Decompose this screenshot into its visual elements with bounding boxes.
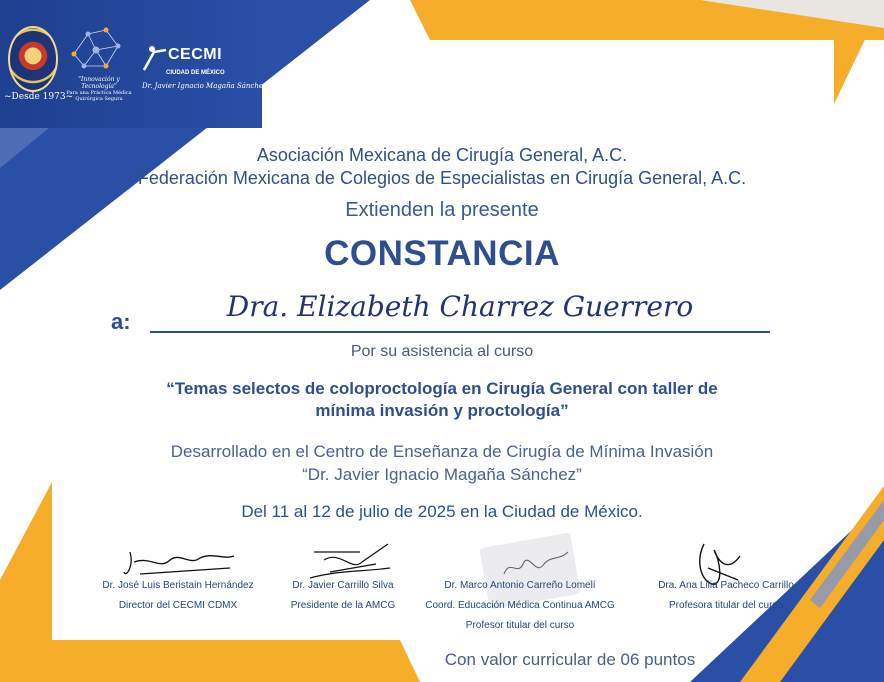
course-dates: Del 11 al 12 de julio de 2025 en la Ciudad de México.	[241, 502, 643, 521]
course-title-line-2: mínima invasión y proctología”	[315, 401, 569, 420]
cecmi-wordmark: CECMI	[168, 46, 223, 63]
certificate-title: CONSTANCIA	[324, 234, 560, 273]
cecmi-person: Dr. Javier Ignacio Magaña Sánchez	[142, 82, 267, 90]
gold-band-bottom	[0, 640, 420, 682]
signatory-3-role: Coord. Educación Médica Continua AMCG	[425, 600, 615, 611]
attendance-text: Por su asistencia al curso	[350, 343, 534, 360]
signature-1-image	[120, 546, 240, 580]
developed-at-line-1: Desarrollado en el Centro de Enseñanza de Cirugía de Mínima Invasión	[170, 442, 714, 461]
signatory-3	[410, 576, 630, 636]
innovation-caption	[60, 76, 138, 102]
recipient-underline	[150, 331, 770, 333]
recipient-label: a:	[111, 309, 131, 334]
intro-text: Extienden la presente	[345, 199, 539, 221]
signatory-2-name: Dr. Javier Carrillo Silva	[292, 580, 394, 591]
cecmi-city: CIUDAD DE MÉXICO	[166, 70, 225, 76]
cecmi-figure-icon	[142, 44, 168, 74]
signatory-1-role: Director del CECMI CDMX	[118, 600, 238, 611]
course-title	[100, 378, 784, 422]
signatory-2	[268, 576, 418, 616]
signatory-2-role: Presidente de la AMCG	[290, 600, 396, 611]
signatory-1	[88, 576, 268, 616]
course-title-line-1: “Temas selectos de coloproctología en Cirugía General con taller de	[166, 379, 718, 398]
amcg-seal-logo	[8, 26, 58, 92]
logo-bar	[0, 0, 267, 128]
cecmi-logo	[142, 44, 267, 94]
network-logo-icon	[66, 24, 124, 74]
signatory-4	[636, 576, 816, 616]
innovation-title: "Innovación y Tecnología"	[78, 76, 120, 90]
recipient-name: Dra. Elizabeth Charrez Guerrero	[226, 290, 694, 323]
signatory-3-role-2: Profesor titular del curso	[465, 620, 575, 631]
signatory-4-role: Profesora titular del curso	[669, 600, 783, 611]
innovation-subtitle: Para una Práctica Médica Quirúrgica Segura	[66, 90, 132, 102]
signatory-3-name: Dr. Marco Antonio Carreño Lomelí	[444, 580, 596, 591]
signatory-1-name: Dr. José Luis Beristain Hernández	[102, 580, 254, 591]
seal-caption: ~Desde 1973~	[4, 92, 74, 102]
curricular-credit: Con valor curricular de 06 puntos	[444, 650, 696, 669]
developed-at-line-2: “Dr. Javier Ignacio Magaña Sánchez”	[302, 465, 582, 484]
association-name: Asociación Mexicana de Cirugía General, A.C.	[256, 145, 628, 165]
federation-name: Federación Mexicana de Colegios de Especialistas en Cirugía General, A.C.	[137, 168, 747, 188]
developed-at	[60, 440, 824, 486]
signatory-4-name: Dra. Ana Lilia Pacheco Carrillo	[658, 580, 794, 591]
